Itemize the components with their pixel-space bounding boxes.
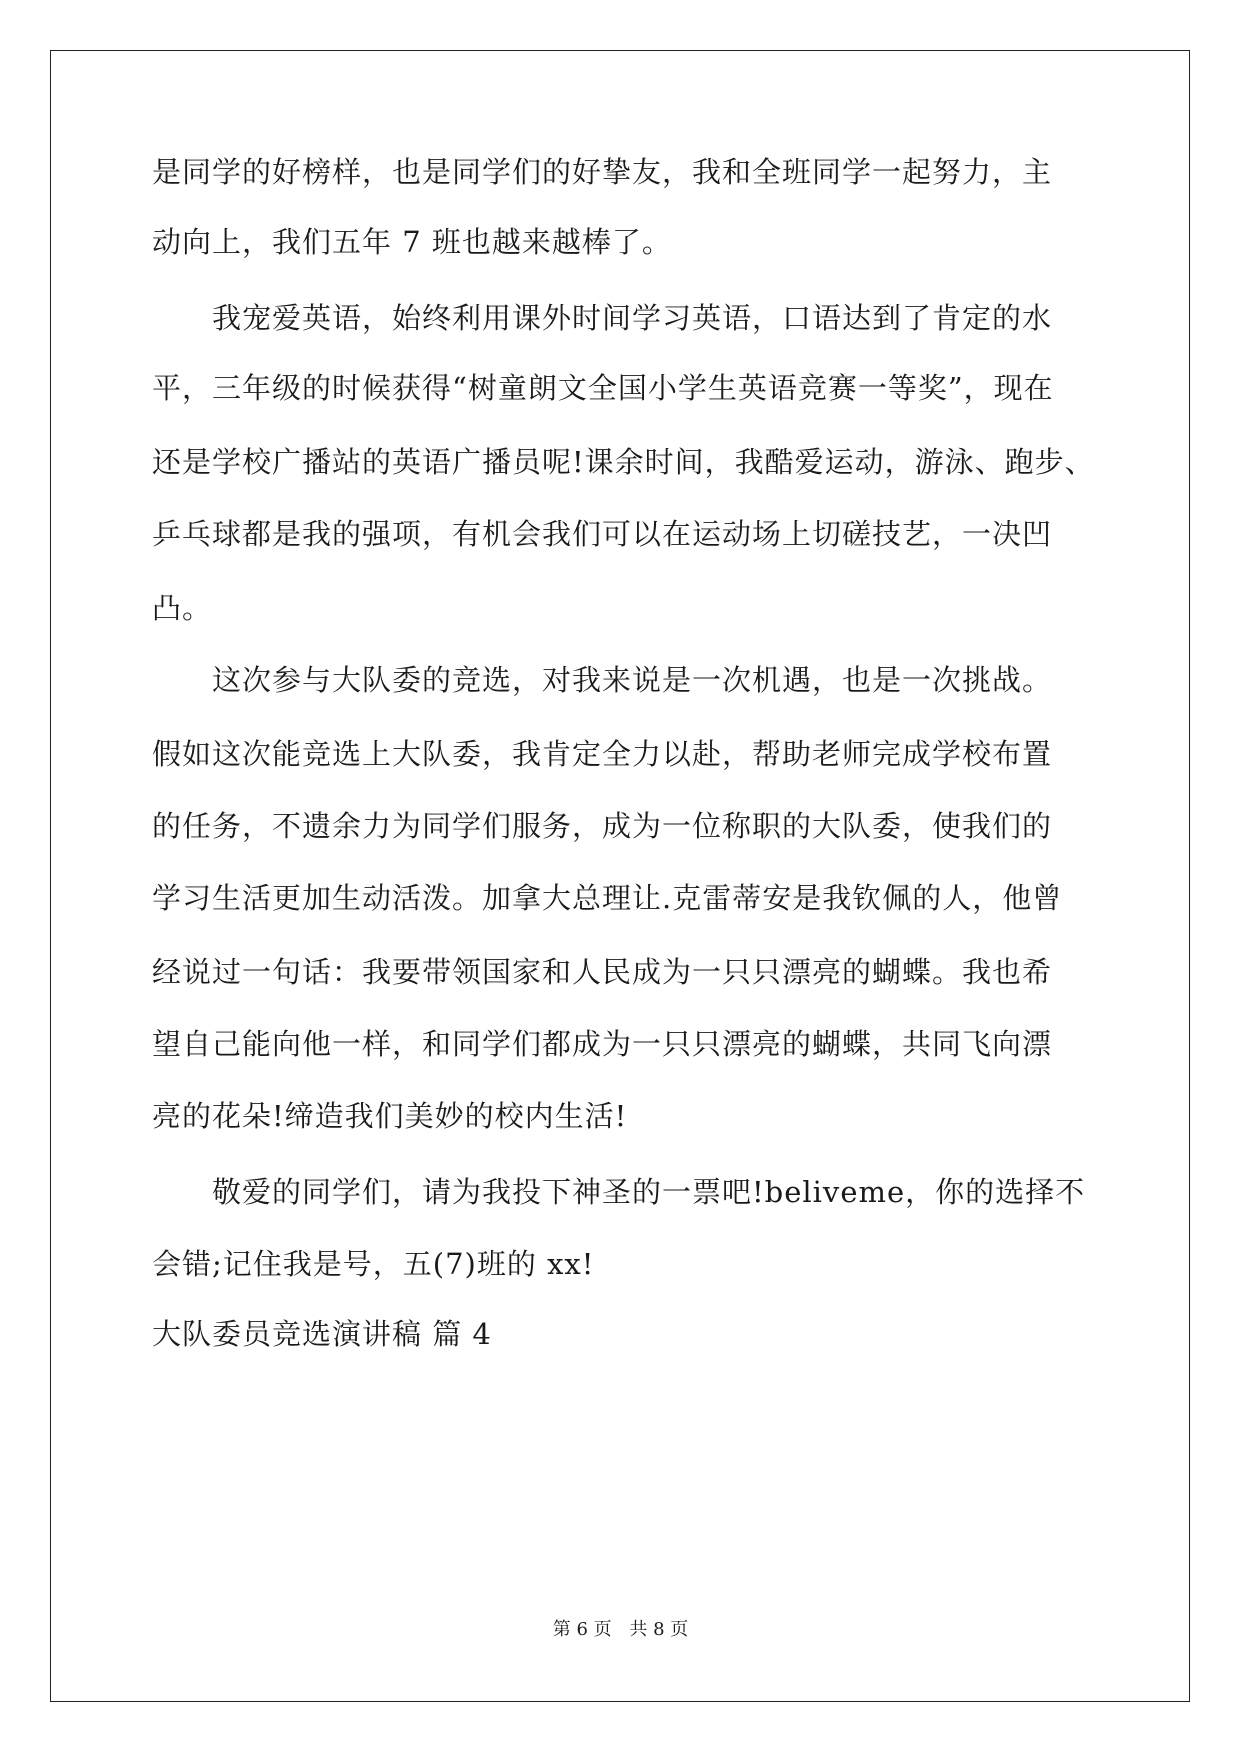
body-line: 望自己能向他一样，和同学们都成为一只只漂亮的蝴蝶，共同飞向漂 bbox=[152, 1027, 1053, 1061]
body-line: 平，三年级的时候获得“树童朗文全国小学生英语竞赛一等奖”，现在 bbox=[152, 371, 1054, 405]
page-number: 第 6 页 bbox=[552, 1619, 612, 1640]
body-line: 还是学校广播站的英语广播员呢!课余时间，我酷爱运动，游泳、跑步、 bbox=[152, 445, 1095, 479]
body-line: 亮的花朵!缔造我们美妙的校内生活! bbox=[152, 1099, 628, 1133]
body-line: 假如这次能竞选上大队委，我肯定全力以赴，帮助老师完成学校布置 bbox=[152, 737, 1053, 771]
body-line: 动向上，我们五年 7 班也越来越棒了。 bbox=[152, 225, 672, 259]
body-line: 的任务，不遗余力为同学们服务，成为一位称职的大队委，使我们的 bbox=[152, 809, 1053, 843]
body-line: 这次参与大队委的竞选，对我来说是一次机遇，也是一次挑战。 bbox=[212, 663, 1053, 697]
body-line: 乒乓球都是我的强项，有机会我们可以在运动场上切磋技艺，一决凹 bbox=[152, 517, 1053, 551]
body-line: 我宠爱英语，始终利用课外时间学习英语，口语达到了肯定的水 bbox=[212, 301, 1053, 335]
section-heading: 大队委员竞选演讲稿 篇 4 bbox=[152, 1317, 492, 1351]
body-line: 会错;记住我是号，五(7)班的 xx! bbox=[152, 1247, 595, 1281]
body-line: 敬爱的同学们，请为我投下神圣的一票吧!beliveme，你的选择不 bbox=[212, 1175, 1086, 1209]
body-line: 学习生活更加生动活泼。加拿大总理让.克雷蒂安是我钦佩的人，他曾 bbox=[152, 881, 1063, 915]
body-line: 凸。 bbox=[152, 591, 213, 625]
body-line: 是同学的好榜样，也是同学们的好挚友，我和全班同学一起努力，主 bbox=[152, 155, 1053, 189]
page-total: 共 8 页 bbox=[629, 1619, 689, 1640]
page-footer bbox=[0, 1618, 1241, 1642]
body-line: 经说过一句话：我要带领国家和人民成为一只只漂亮的蝴蝶。我也希 bbox=[152, 955, 1053, 989]
